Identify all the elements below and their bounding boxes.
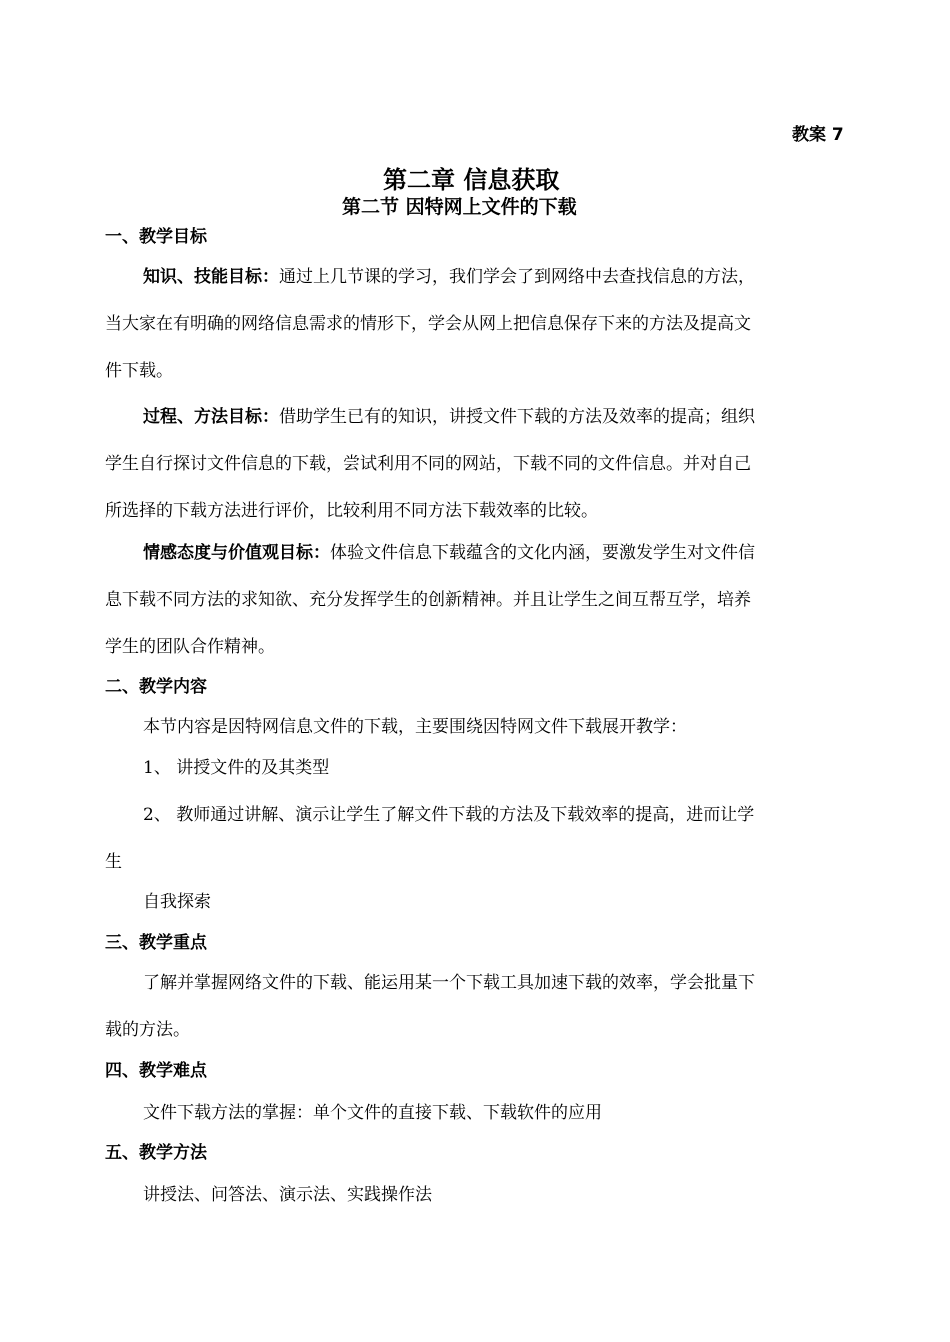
goal-attitude-label: 情感态度与价值观目标： [143,543,330,563]
goal-attitude-line1 [143,538,755,563]
key-points-line2: 载的方法。 [105,1020,190,1040]
goal-knowledge-line1 [143,262,755,287]
heading-teaching-methods: 五、教学方法 [105,1143,207,1163]
goal-process-line2: 学生自行探讨文件信息的下载，尝试利用不同的网站，下载不同的文件信息。并对自己 [105,454,751,474]
goal-process-line1 [143,402,755,427]
goal-attitude-line3: 学生的团队合作精神。 [105,637,275,657]
heading-teaching-goals: 一、教学目标 [105,227,207,247]
chapter-title: 第二章 信息获取 [383,166,560,194]
goal-knowledge-label: 知识、技能目标： [143,267,279,287]
goal-attitude-text: 体验文件信息下载蕴含的文化内涵，要激发学生对文件信 [330,543,755,563]
content-intro: 本节内容是因特网信息文件的下载，主要围绕因特网文件下载展开教学： [143,717,687,737]
content-item-1: 1、 讲授文件的及其类型 [143,758,330,778]
content-item-2-line3: 自我探索 [143,892,211,912]
goal-attitude-line2: 息下载不同方法的求知欲、充分发挥学生的创新精神。并且让学生之间互帮互学，培养 [105,590,751,610]
section-title: 第二节 因特网上文件的下载 [342,196,577,218]
difficulties-line1: 文件下载方法的掌握：单个文件的直接下载、下载软件的应用 [143,1103,602,1123]
goal-process-label: 过程、方法目标： [143,407,279,427]
heading-key-points: 三、教学重点 [105,933,207,953]
content-item-2-line2: 生 [105,852,122,872]
doc-label: 教案 7 [792,125,844,145]
heading-difficulties: 四、教学难点 [105,1061,207,1081]
goal-knowledge-line3: 件下载。 [105,361,173,381]
goal-knowledge-text: 通过上几节课的学习，我们学会了到网络中去查找信息的方法， [279,267,755,287]
goal-process-line3: 所选择的下载方法进行评价，比较利用不同方法下载效率的比较。 [105,501,598,521]
goal-process-text: 借助学生已有的知识，讲授文件下载的方法及效率的提高；组织 [279,407,755,427]
goal-knowledge-line2: 当大家在有明确的网络信息需求的情形下，学会从网上把信息保存下来的方法及提高文 [105,314,751,334]
heading-teaching-content: 二、教学内容 [105,677,207,697]
key-points-line1: 了解并掌握网络文件的下载、能运用某一个下载工具加速下载的效率，学会批量下 [143,973,755,993]
methods-line1: 讲授法、问答法、演示法、实践操作法 [143,1185,432,1205]
content-item-2-line1: 2、 教师通过讲解、演示让学生了解文件下载的方法及下载效率的提高，进而让学 [143,805,755,825]
